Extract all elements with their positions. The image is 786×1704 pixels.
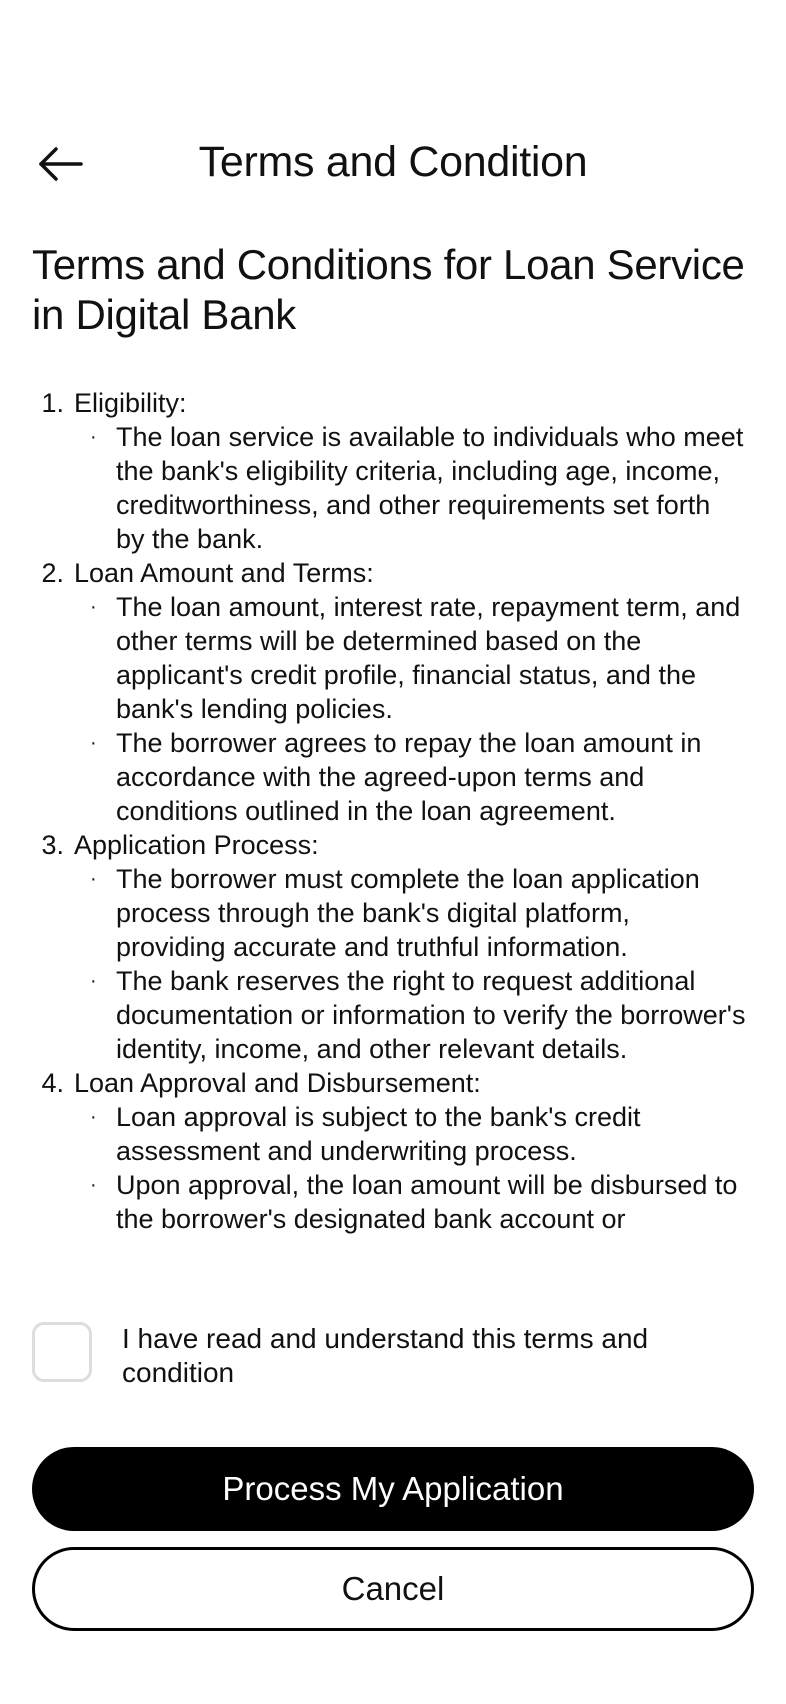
agreement-label: I have read and understand this terms and condition [122, 1323, 649, 1388]
scroll-fade [0, 1238, 786, 1260]
agreement-row[interactable] [32, 1322, 754, 1390]
section-bullets [74, 1100, 746, 1236]
bullet-text: The borrower must complete the loan application process through the bank's digital platform, providing accurate and truthful information. [116, 864, 700, 962]
process-application-button[interactable]: Process My Application [32, 1447, 754, 1531]
section-number: 4. [41, 1068, 64, 1098]
section-heading: Loan Amount and Terms: [74, 558, 374, 588]
page-title: Terms and Condition [198, 138, 588, 186]
section-heading: Loan Approval and Disbursement: [74, 1068, 481, 1098]
list-item [90, 862, 746, 964]
terms-section [0, 556, 786, 828]
section-bullets [74, 862, 746, 1066]
bullet-text: Loan approval is subject to the bank's credit assessment and underwriting process. [116, 1102, 641, 1166]
section-number: 1. [41, 388, 64, 418]
bullet-text: The loan service is available to individuals who meet the bank's eligibility criteria, including age, income, creditworthiness, and other requirements set forth by the bank. [116, 422, 744, 554]
list-item [90, 420, 746, 556]
bullet-text: The borrower agrees to repay the loan amount in accordance with the agreed-upon terms and conditions outlined in the loan agreement. [116, 728, 702, 826]
bullet-dot-icon: · [90, 970, 97, 992]
list-item [90, 1168, 746, 1236]
bullet-dot-icon: · [90, 596, 97, 618]
terms-section [0, 828, 786, 1066]
bullet-dot-icon: · [90, 426, 97, 448]
list-item [90, 590, 746, 726]
bullet-dot-icon: · [90, 868, 97, 890]
bullet-text: The loan amount, interest rate, repayment term, and other terms will be determined based on the applicant's credit profile, financial status, and the bank's lending policies. [116, 592, 741, 724]
bullet-dot-icon: · [90, 1174, 97, 1196]
app-header [0, 120, 786, 210]
list-item [90, 964, 746, 1066]
bullet-text: The bank reserves the right to request additional documentation or information to verify the borrower's identity, income, and other relevant details. [116, 966, 746, 1064]
terms-scroll-area[interactable] [0, 240, 786, 1260]
section-heading: Application Process: [74, 830, 319, 860]
list-item [90, 726, 746, 828]
bullet-text: Upon approval, the loan amount will be disbursed to the borrower's designated bank account or [116, 1170, 738, 1234]
section-number: 2. [41, 558, 64, 588]
terms-sections [0, 386, 786, 1236]
bullet-dot-icon: · [90, 732, 97, 754]
cancel-button[interactable]: Cancel [32, 1547, 754, 1631]
agreement-checkbox[interactable] [32, 1322, 92, 1382]
terms-section [0, 1066, 786, 1236]
section-bullets [74, 590, 746, 828]
section-heading: Eligibility: [74, 388, 187, 418]
terms-section [0, 386, 786, 556]
section-number: 3. [41, 830, 64, 860]
section-bullets [74, 420, 746, 556]
bullet-dot-icon: · [90, 1106, 97, 1128]
document-title: Terms and Conditions for Loan Service in Digital Bank [32, 241, 745, 338]
list-item [90, 1100, 746, 1168]
